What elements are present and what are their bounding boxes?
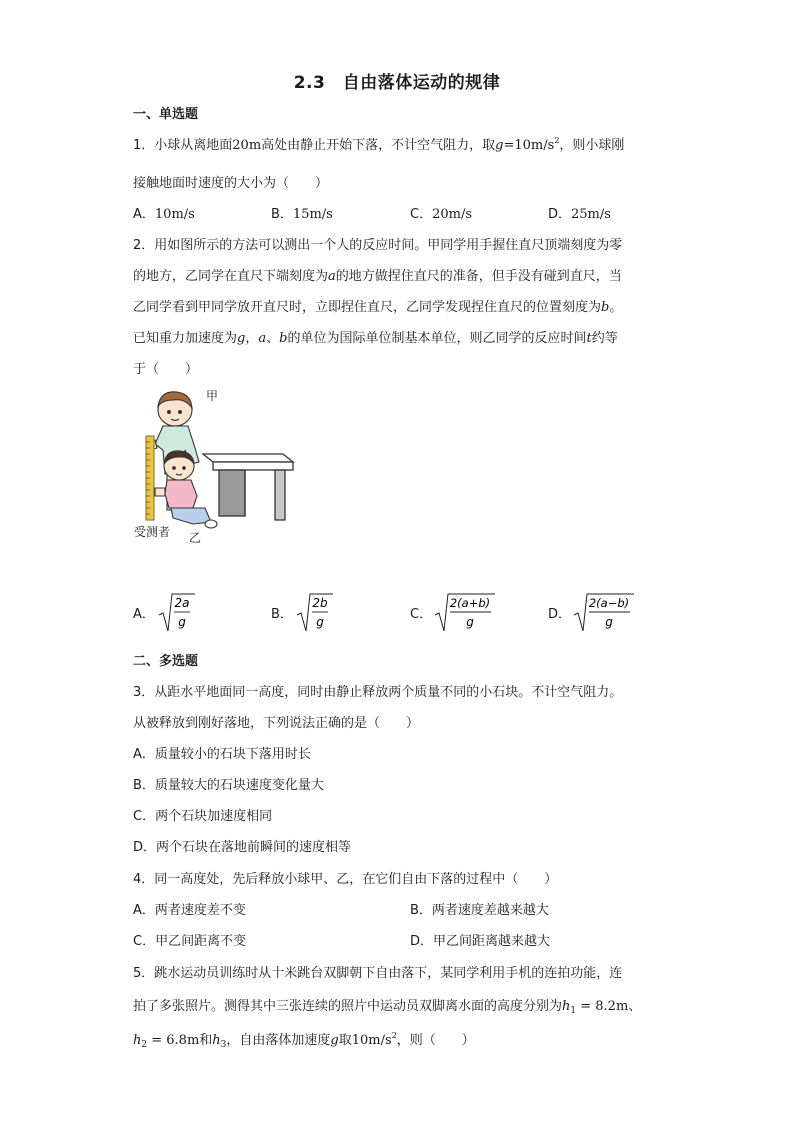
reaction-time-figure <box>133 384 303 546</box>
q2-stem-line3: 乙同学看到甲同学放开直尺时，立即捏住直尺，乙同学发现捏住直尺的位置刻度为b。 <box>133 300 623 315</box>
svg-text:2(a−b): 2(a−b) <box>588 596 630 610</box>
label-yi: 乙 <box>189 531 202 545</box>
q3-option-a[interactable]: A．质量较小的石块下落用时长 <box>133 747 311 762</box>
page-title: 2.3 自由落体运动的规律 <box>293 73 501 93</box>
q2-option-c-formula[interactable] <box>433 591 497 635</box>
q4-option-d[interactable]: D．甲乙间距离越来越大 <box>410 934 551 949</box>
q4-option-c[interactable]: C．甲乙间距离不变 <box>133 934 247 949</box>
ruler-illustration <box>146 436 154 520</box>
q2-stem-line4: 已知重力加速度为g，a、b的单位为国际单位制基本单位，则乙同学的反应时间t约等 <box>133 331 618 346</box>
q2-stem-line2: 的地方，乙同学在直尺下端刻度为a的地方做捏住直尺的准备，但手没有碰到直尺，当 <box>133 269 622 284</box>
label-subject: 受测者 <box>134 525 171 539</box>
q2-stem-line5: 于（ ） <box>133 362 199 377</box>
q3-stem-line2: 从被释放到刚好落地，下列说法正确的是（ ） <box>133 716 420 731</box>
q4-option-a[interactable]: A．两者速度差不变 <box>133 903 246 918</box>
svg-text:g: g <box>316 615 324 629</box>
q2-option-d-label[interactable]: D． <box>548 607 572 622</box>
q5-stem-line1: 5．跳水运动员训练时从十米跳台双脚朝下自由落下，某同学利用手机的连拍功能，连 <box>133 966 623 981</box>
q2-option-a-formula[interactable] <box>157 591 197 635</box>
q2-option-a-label[interactable]: A． <box>133 607 155 622</box>
desk-illustration <box>203 454 293 520</box>
section-heading-single-choice: 一、单选题 <box>133 107 199 122</box>
q1-option-d[interactable]: D．25m/s <box>548 207 611 222</box>
q3-option-d[interactable]: D．两个石块在落地前瞬间的速度相等 <box>133 840 352 855</box>
svg-text:g: g <box>605 615 613 629</box>
q2-option-b-label[interactable]: B． <box>271 607 293 622</box>
q2-option-c-label[interactable]: C． <box>410 607 433 622</box>
q2-option-b-formula[interactable] <box>295 591 335 635</box>
svg-text:2a: 2a <box>174 596 190 610</box>
q1-stem-line2: 接触地面时速度的大小为（ ） <box>133 176 329 191</box>
q2-stem-line1: 2．用如图所示的方法可以测出一个人的反应时间。甲同学用手握住直尺顶端刻度为零 <box>133 238 623 253</box>
q5-stem-line2: 拍了多张照片。测得其中三张连续的照片中运动员双脚离水面的高度分别为$h_1 = 8.2m$、 <box>133 999 642 1016</box>
svg-text:2(a+b): 2(a+b) <box>449 596 491 610</box>
q1-option-c[interactable]: C．20m/s <box>410 207 472 222</box>
q2-option-d-formula[interactable] <box>572 591 636 635</box>
label-jia: 甲 <box>206 389 219 403</box>
q3-option-c[interactable]: C．两个石块加速度相同 <box>133 809 273 824</box>
svg-text:2b: 2b <box>312 596 328 610</box>
person-yi-illustration <box>155 451 217 528</box>
q4-stem: 4．同一高度处，先后释放小球甲、乙，在它们自由下落的过程中（ ） <box>133 872 558 887</box>
q1-option-a[interactable]: A．10m/s <box>133 207 195 222</box>
q3-option-b[interactable]: B．质量较大的石块速度变化量大 <box>133 778 324 793</box>
q1-option-b[interactable]: B．15m/s <box>271 207 333 222</box>
q3-stem-line1: 3．从距水平地面同一高度，同时由静止释放两个质量不同的小石块。不计空气阻力。 <box>133 685 623 700</box>
q4-option-b[interactable]: B．两者速度差越来越大 <box>410 903 549 918</box>
svg-text:g: g <box>178 615 186 629</box>
q5-stem-line3: $h_2 = 6.8m$和$h_3$，自由落体加速度g取$10m/s^2$，则（ ） <box>133 1031 475 1050</box>
q1-stem-line1: 1．小球从离地面20m高处由静止开始下落，不计空气阻力，取$g=10m/s^2$，则小球刚 <box>133 136 625 153</box>
section-heading-multiple-choice: 二、多选题 <box>133 654 199 669</box>
svg-text:g: g <box>466 615 474 629</box>
